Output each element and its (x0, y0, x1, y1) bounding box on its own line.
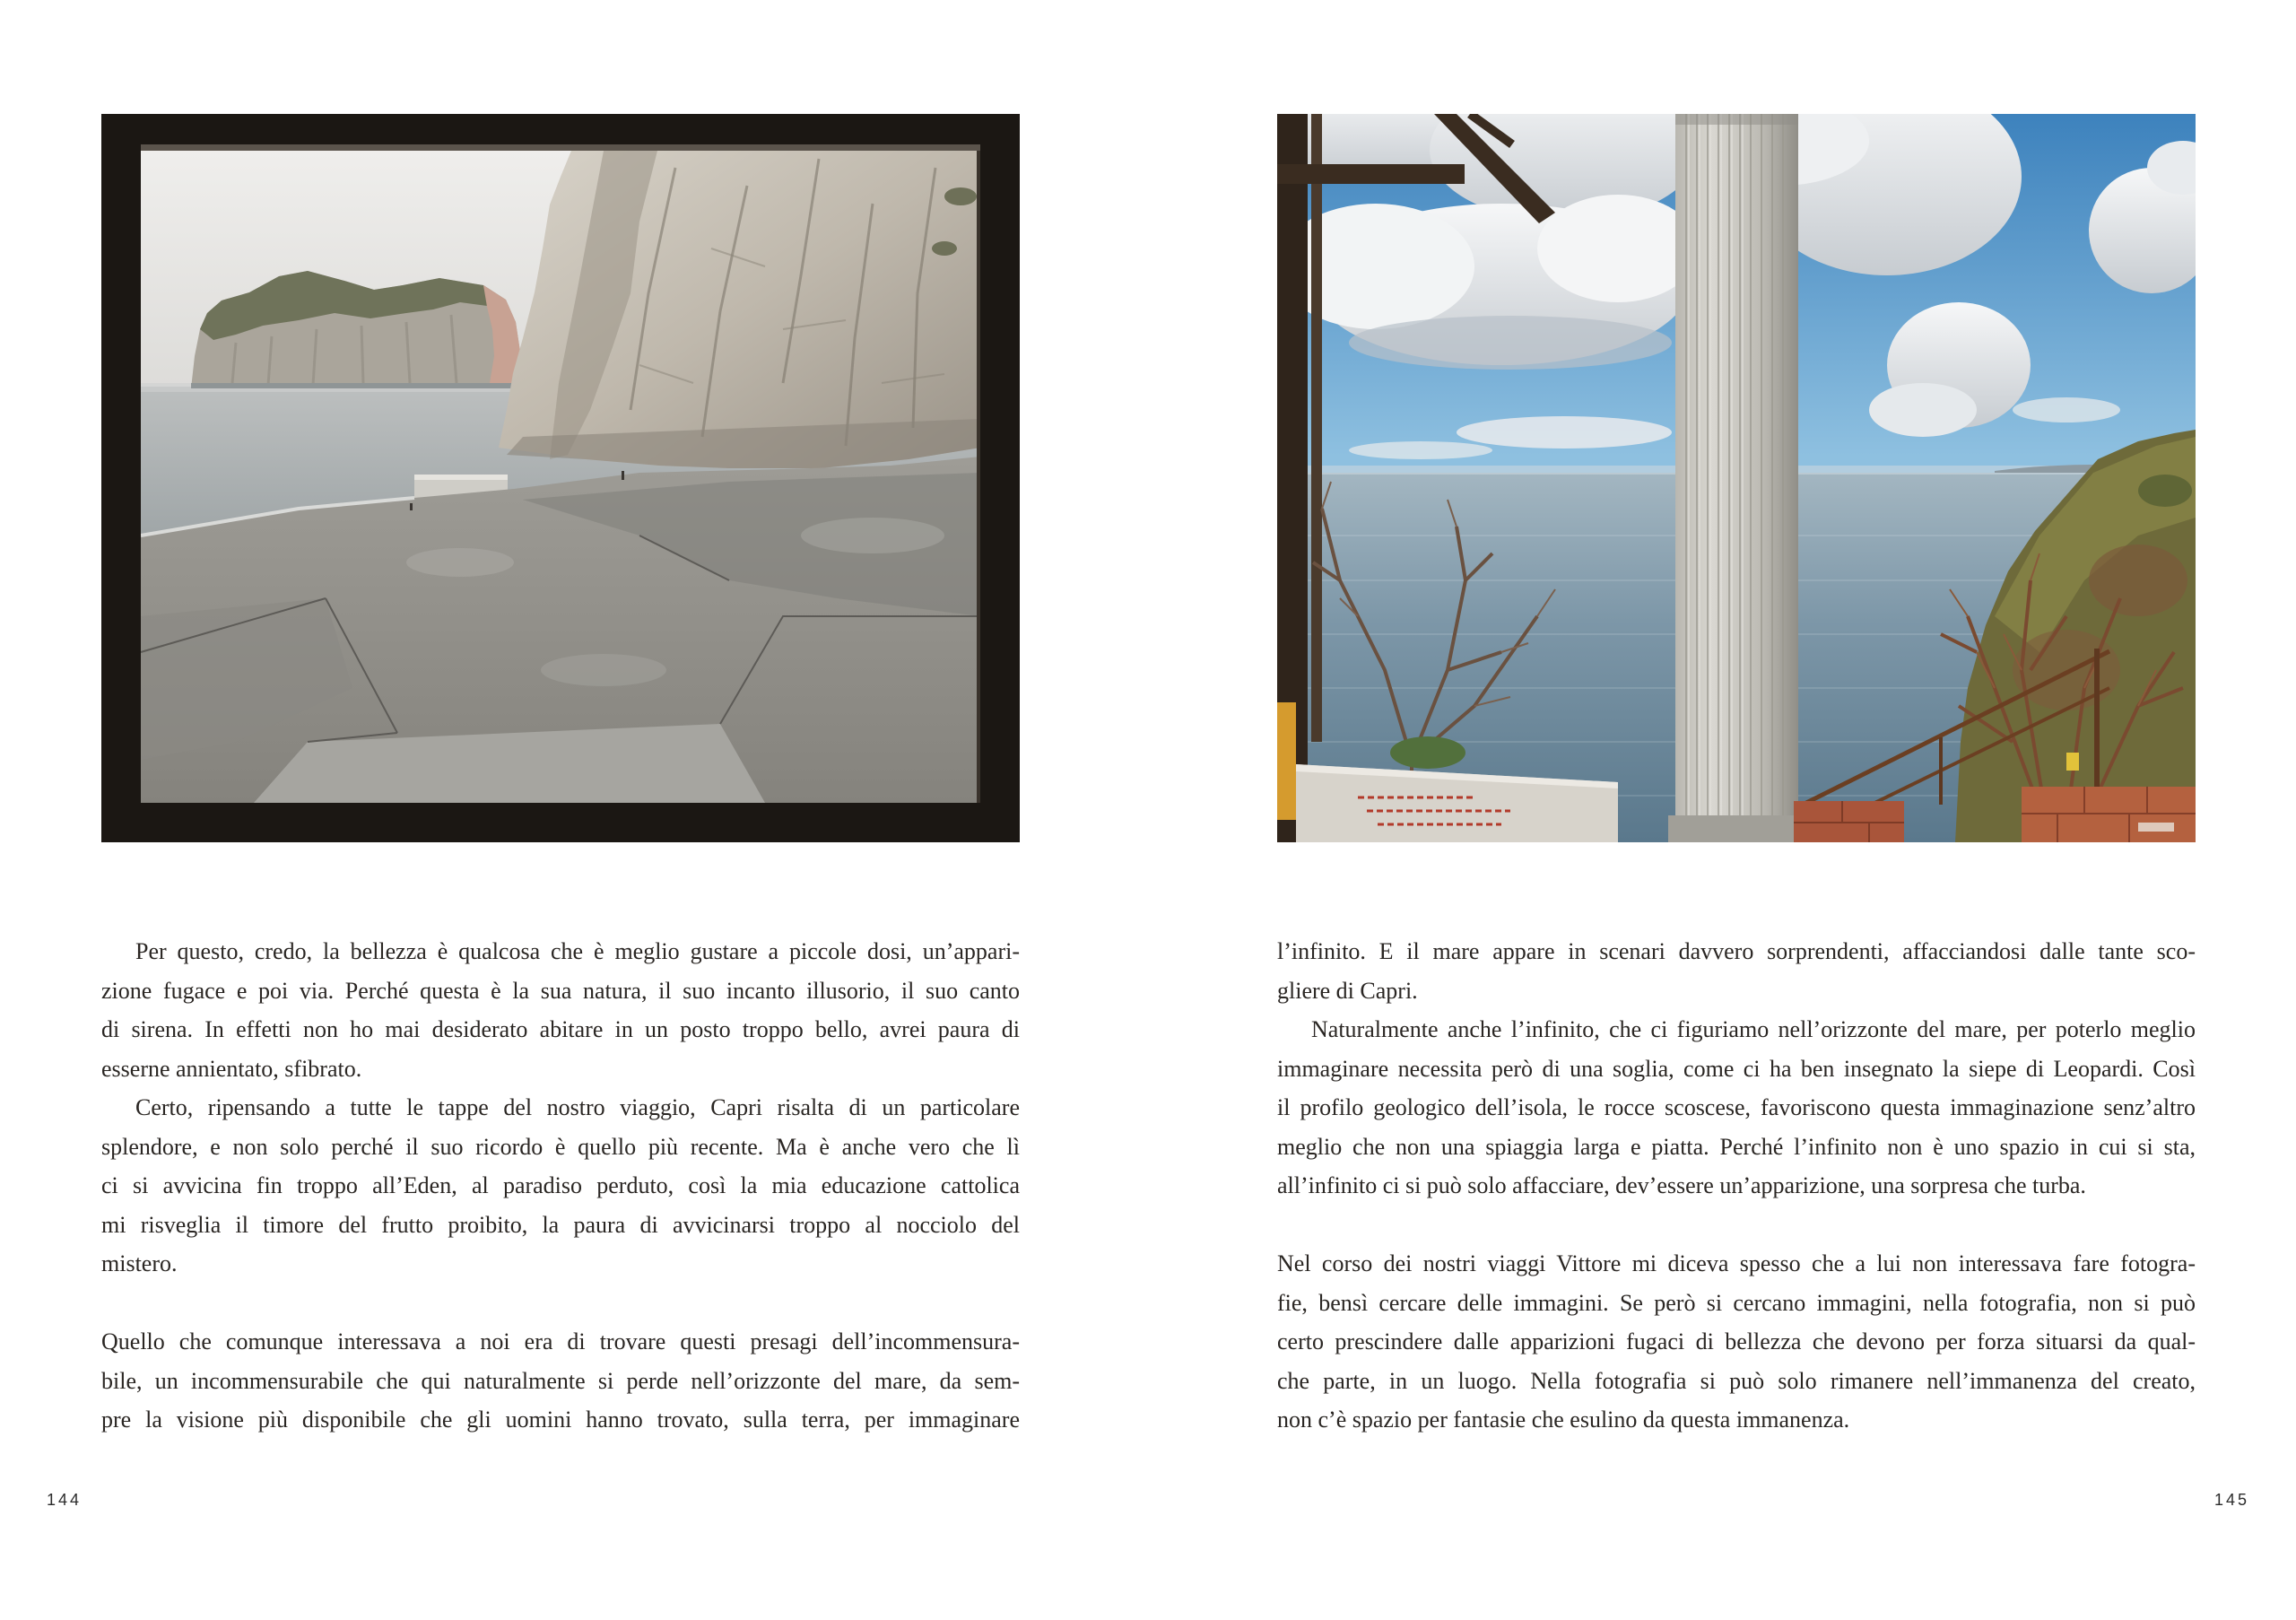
paragraph (1277, 1244, 2196, 1440)
text-line: esserne annientato, sfibrato. (101, 1055, 362, 1082)
marble-column (1668, 114, 1805, 842)
text-column (1277, 932, 2196, 1440)
text-line: Per questo, credo, la bellezza è qualcosa che è meglio gustare a piccole dosi, un’appari- (135, 938, 1020, 964)
text-line: l’infinito. E il mare appare in scenari davvero sorprendenti, affacciandosi dalle tante sco- (1277, 938, 2196, 964)
text-line: bile, un incommensurabile che qui naturalmente si perde nell’orizzonte del mare, da sem- (101, 1367, 1020, 1394)
text-line: gliere di Capri. (1277, 977, 1418, 1004)
text-line: che parte, in un luogo. Nella fotografia si può solo rimanere nell’immanenza del creato, (1277, 1367, 2196, 1394)
text-line: Quello che comunque interessava a noi era di trovare questi presagi dell’incommensura- (101, 1328, 1020, 1354)
text-line: il profilo geologico dell’isola, le rocce scoscese, favoriscono questa immaginazione senz’altro (1277, 1094, 2196, 1120)
text-line: ci si avvicina fin troppo all’Eden, al paradiso perduto, così la mia educazione cattolica (101, 1172, 1020, 1198)
paragraph (1277, 932, 2196, 1010)
text-line: immaginare necessita però di una soglia, come ci ha ben insegnato la siepe di Leopardi. Così (1277, 1055, 2196, 1082)
text-line: fie, bensì cercare delle immagini. Se però si cercano immagini, nella fotografia, non si può (1277, 1289, 2196, 1316)
text-line: all’infinito ci si può solo affacciare, dev’essere un’apparizione, una sorpresa che turba. (1277, 1172, 2086, 1198)
right-page (1148, 0, 2296, 1620)
text-line: non c’è spazio per fantasie che esulino da questa immanenza. (1277, 1407, 1850, 1433)
page-number: 144 (47, 1491, 83, 1509)
text-line: mi risveglia il timore del frutto proibito, la paura di avvicinarsi troppo al nocciolo del (101, 1211, 1020, 1238)
text-line: pre la visione più disponibile che gli uomini hanno trovato, sulla terra, per immaginare (101, 1407, 1020, 1433)
photo-column-sea-view (1277, 114, 2196, 842)
paragraph (1277, 1010, 2196, 1206)
paragraph (101, 932, 1020, 1088)
text-line: Nel corso dei nostri viaggi Vittore mi diceva spesso che a lui non interessava fare fotogra- (1277, 1250, 2196, 1276)
paragraph (101, 1088, 1020, 1284)
text-line: Naturalmente anche l’infinito, che ci figuriamo nell’orizzonte del mare, per poterlo meglio (1311, 1016, 2196, 1042)
text-column (101, 932, 1020, 1440)
cliff (499, 151, 980, 468)
text-line: Certo, ripensando a tutte le tappe del nostro viaggio, Capri risalta di un particolare (135, 1094, 1020, 1120)
paragraph (101, 1322, 1020, 1440)
text-line: di sirena. In effetti non ho mai desiderato abitare in un posto troppo bello, avrei paura di (101, 1016, 1020, 1042)
photo-window-view (101, 114, 1020, 842)
text-line: splendore, e non solo perché il suo ricordo è quello più recente. Ma è anche vero che lì (101, 1133, 1020, 1160)
text-line: certo prescindere dalle apparizioni fugaci di bellezza che devono per forza situarsi da qual- (1277, 1328, 2196, 1354)
text-line: zione fugace e poi via. Perché questa è la sua natura, il suo incanto illusorio, il suo canto (101, 977, 1020, 1004)
text-line: mistero. (101, 1250, 178, 1276)
page-number: 145 (2213, 1491, 2249, 1509)
text-line: meglio che non una spiaggia larga e piatta. Perché l’infinito non è uno spazio in cui si sta, (1277, 1133, 2196, 1160)
